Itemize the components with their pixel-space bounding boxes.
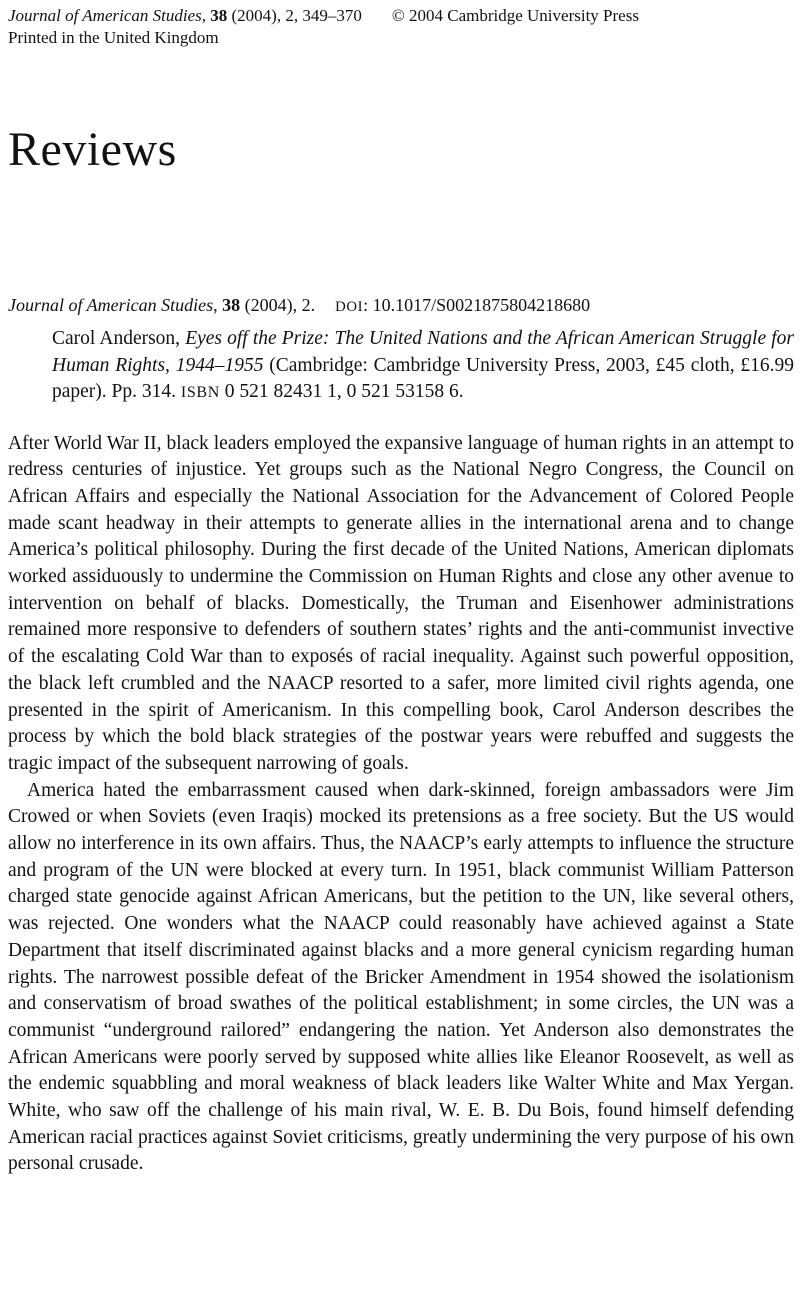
copyright-notice: © 2004 Cambridge University Press [391, 6, 639, 25]
isbn-label: ISBN [180, 384, 220, 401]
volume-number: 38 [222, 295, 241, 315]
review-body [8, 431, 794, 1179]
volume-number: 38 [210, 6, 228, 25]
review-paragraph-1: After World War II, black leaders employed the expansive language of human rights in an attempt to redress centuries of injustice. Yet groups such as the National Negro Congress, the Council on African Affairs and especially the National Association for the Advancement of Colored People made scant headway in their attempts to generate allies in the international arena and to change America’s political philosophy. During the first decade of the United Nations, American diplomats worked assiduously to undermine the Commission on Human Rights and close any other avenue to intervention on behalf of blacks. Domestically, the Truman and Eisenhower administrations remained more responsive to defenders of southern states’ rights and the anti-communist invective of the escalating Cold War than to exposés of racial inequality. Against such powerful opposition, the black left crumbled and the NAACP resorted to a safer, more limited civil rights agenda, one presented in the spirit of Americanism. In this compelling book, Carol Anderson describes the process by which the bold black strategies of the postwar years were rebuffed and suggests the tragic impact of the subsequent narrowing of goals. [8, 432, 794, 774]
running-header-line1 [8, 5, 794, 27]
running-header [8, 5, 794, 49]
article-doi-line [8, 294, 794, 318]
issue-number: (2004), 2. [240, 295, 316, 315]
review-paragraph-2: America hated the embarrassment caused when dark-skinned, foreign ambassadors were Jim Crowed or when Soviets (even Iraqis) mocked its pretensions as a free society. But the US would allow no interference in its own affairs. Thus, the NAACP’s early attempts to influence the structure and program of the UN were blocked at every turn. In 1951, black communist William Patterson charged state genocide against African Americans, but the petition to the UN, like several others, was rejected. One wonders what the NAACP could reasonably have achieved against a State Department that itself discriminated against blacks and a more general cynicism regarding human rights. The narrowest possible defeat of the Bricker Amendment in 1954 showed the isolationism and conservatism of broad swathes of the political establishment; in some circles, the UN was a communist “underground railored” endangering the nation. Yet Anderson also demonstrates the African Americans were poorly served by supposed white allies like Eleanor Roosevelt, as well as the endemic squabbling and moral weakness of black leaders like Walter White and Max Yergan. White, who saw off the challenge of his main rival, W. E. B. Du Bois, found himself defending American racial practices against Soviet criticisms, greatly undermining the very purpose of his own personal crusade. [8, 779, 794, 1175]
separator: , [213, 295, 223, 315]
doi-label: DOI [335, 299, 364, 315]
book-title: Eyes off the Prize: The United Nations and the African American Struggle for Human Rights, 1944–1955 [52, 328, 794, 376]
doi [335, 295, 590, 315]
page-title: Reviews [8, 123, 177, 176]
isbn-numbers: 0 521 82431 1, 0 521 53158 6. [219, 381, 464, 402]
printed-in-notice: Printed in the United Kingdom [8, 28, 219, 47]
journal-name: Journal of American Studies [8, 6, 202, 25]
issue-pages: (2004), 2, 349–370 [227, 6, 362, 25]
citation-author: Carol Anderson, [52, 328, 186, 349]
book-citation [52, 326, 794, 407]
citation-details: (Cambridge: Cambridge University Press, 2003, £45 cloth, £16.99 paper). Pp. 314. [52, 354, 795, 402]
journal-name: Journal of American Studies [8, 295, 214, 315]
separator: , [201, 6, 211, 25]
doi-value: : 10.1017/S0021875804218680 [363, 295, 591, 315]
